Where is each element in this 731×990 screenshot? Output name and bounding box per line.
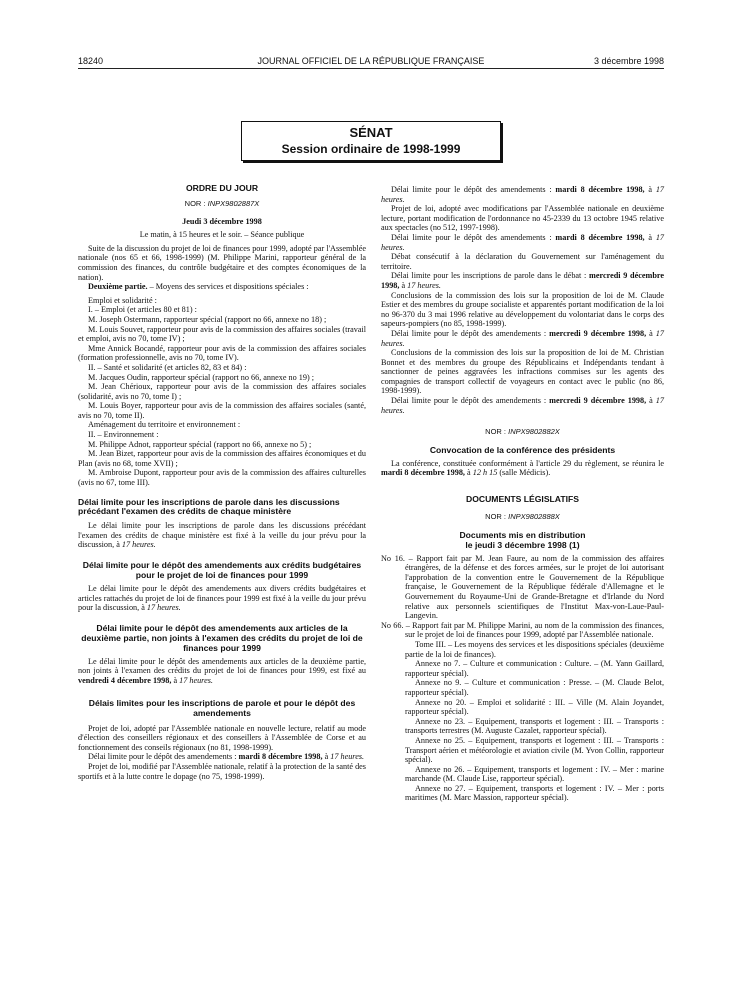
document-entry: No 66. – Rapport fait par M. Philippe Marini, au nom de la commission des finances, sur le projet de loi de finances pour 1999, adopté par l'Assemblée nationale. (381, 620, 664, 640)
paragraph: Aménagement du territoire et environnement : (88, 420, 241, 430)
paragraph: Délai limite pour le dépôt des amendements : mercredi 9 décembre 1998, à 17 heures. (381, 328, 664, 348)
paragraph: Projet de loi, adopté par l'Assemblée nationale en nouvelle lecture, relatif au mode d'élection des conseillers régionaux et des conseillers à l'Assemblée de Corse et au fonctionnement des conseils régionaux (no 81, 1998-1999). (78, 723, 366, 752)
annexe-list (381, 640, 664, 803)
right-column (381, 185, 664, 803)
nor-reference: NOR : INPX9802887X (184, 199, 260, 208)
list-item: Annexe no 23. – Equipement, transports et logement : III. – Transports : transports terrestres (M. Auguste Cazalet, rapporteur spécial). (405, 716, 664, 736)
paragraph: Délai limite pour le dépôt des amendements : mercredi 9 décembre 1998, à 17 heures. (381, 396, 664, 415)
paragraph: Emploi et solidarité : (88, 295, 157, 305)
paragraph: M. Jacques Oudin, rapporteur spécial (rapport no 66, annexe no 19) ; (88, 372, 314, 382)
heading-documents-distribution: Documents mis en distribution (459, 529, 586, 540)
heading-convocation: Convocation de la conférence des présidents (429, 444, 616, 455)
page-number: 18240 (78, 56, 104, 66)
paragraph: Deuxième partie. – Moyens des services et dispositions spéciales : (88, 282, 309, 292)
paragraph: Délai limite pour le dépôt des amendements : mardi 8 décembre 1998, à 17 heures. (88, 752, 365, 762)
paragraph: La conférence, constituée conformément à l'article 29 du règlement, se réunira le mardi 8 décembre 1998, à 12 h 15 (salle Médicis). (381, 458, 664, 478)
paragraph: M. Joseph Ostermann, rapporteur spécial (rapport no 66, annexe no 18) ; (88, 314, 327, 324)
paragraph: Le délai limite pour les inscriptions de parole dans les discussions précédant l'examen des crédits de chaque ministère est fixé à la veille du jour prévu pour la discussion, à 17 heures. (78, 521, 366, 550)
paragraph: M. Louis Boyer, rapporteur pour avis de la commission des affaires sociales (santé, avis no 70, tome II). (78, 401, 366, 420)
list-item: Tome III. – Les moyens des services et les dispositions spéciales (deuxième partie de la loi de finances). (405, 639, 664, 659)
left-column (78, 183, 366, 781)
session-title: Session ordinaire de 1998-1999 (281, 142, 461, 156)
heading-documents-legislatifs: DOCUMENTS LÉGISLATIFS (466, 494, 579, 505)
list-item: Annexe no 9. – Culture et communication : Presse. – (M. Claude Belot, rapporteur spécial). (405, 678, 664, 697)
list-item: Annexe no 7. – Culture et communication : Culture. – (M. Yann Gaillard, rapporteur spécial). (405, 659, 664, 678)
heading-delai-amend-articles: Délai limite pour le dépôt des amendements aux articles de la deuxième partie, non joints à l'examen des crédits du projet de loi de finances pour 1999 (81, 622, 363, 653)
seance-line: Le matin, à 15 heures et le soir. – Séance publique (139, 230, 305, 240)
paragraph: Mme Annick Bocandé, rapporteur pour avis de la commission des affaires sociales (formation professionnelle, avis no 70, tome IV). (78, 343, 366, 363)
paragraph: Projet de loi, modifié par l'Assemblée nationale, relatif à la protection de la santé des sportifs et à la lutte contre le dopage (no 75, 1998-1999). (78, 761, 366, 781)
nor-reference: NOR : INPX9802882X (485, 427, 560, 437)
journal-title: JOURNAL OFFICIEL DE LA RÉPUBLIQUE FRANÇAISE (257, 56, 485, 66)
header-rule (78, 68, 664, 69)
heading-delai-amend-budget: Délai limite pour le dépôt des amendements aux crédits budgétaires pour le projet de loi de finances pour 1999 (82, 560, 362, 580)
list-item: Annexe no 27. – Equipement, transports et logement : IV. – Mer : ports maritimes (M. Marc Massion, rapporteur spécial). (405, 783, 664, 803)
senat-title: SÉNAT (349, 125, 393, 140)
paragraph: Délai limite pour les inscriptions de parole dans le débat : mercredi 9 décembre 1998, à 17 heures. (381, 271, 664, 290)
list-item: Annexe no 20. – Emploi et solidarité : III. – Ville (M. Alain Joyandet, rapporteur spécial). (405, 697, 664, 717)
paragraph: Suite de la discussion du projet de loi de finances pour 1999, adopté par l'Assemblée nationale (nos 65 et 66, 1998-1999) (M. Philippe Marini, rapporteur général de la commission des finances, du contrôle budgétaire et des comptes économiques de la nation). (78, 243, 366, 282)
paragraph: II. – Environnement : (88, 430, 159, 440)
paragraph: M. Jean Chérioux, rapporteur pour avis de la commission des affaires sociales (solidarité, avis no 70, tome I) ; (78, 382, 366, 401)
list-item: Annexe no 26. – Equipement, transports et logement : IV. – Mer : marine marchande (M. Claude Lise, rapporteur spécial). (405, 764, 664, 784)
ordre-du-jour-heading: ORDRE DU JOUR (185, 183, 259, 193)
paragraph: M. Philippe Adnot, rapporteur spécial (rapport no 66, annexe no 5) ; (88, 439, 312, 449)
paragraph: Le délai limite pour le dépôt des amendements aux articles de la deuxième partie, non joints à l'examen des crédits du projet de loi de finances pour 1999, est fixé au vendredi 4 décembre 1998, à 17 heures. (78, 656, 366, 685)
paragraph: Conclusions de la commission des lois sur la proposition de loi de M. Claude Estier et des membres du groupe socialiste et apparentés portant modification de la loi no 96-370 du 3 mai 1996 relative au développement du volontariat dans le corps des sapeurs-pompiers (no 85, 1998-1999). (381, 290, 664, 329)
paragraph: II. – Santé et solidarité (et articles 82, 83 et 84) : (88, 362, 247, 372)
heading-delais-limites: Délais limites pour les inscriptions de parole et pour le dépôt des amendements (88, 697, 356, 718)
heading-distribution-date: le jeudi 3 décembre 1998 (1) (465, 539, 580, 550)
document-entry: No 16. – Rapport fait par M. Jean Faure, au nom de la commission des affaires étrangères, de la défense et des forces armées, sur le projet de loi autorisant l'approbation de la convention entre le Gouvernement de la République française, le Gouvernement de la République fédérale d'Allemagne et le Gouvernement du Royaume-Uni de Grande-Bretagne et d'Irlande du Nord relative aux personnels scientifiques de l'Institut Max-von-Laue-Paul-Langevin. (381, 553, 664, 621)
paragraph: Projet de loi, adopté avec modifications par l'Assemblée nationale en deuxième lecture, portant modification de l'ordonnance no 45-2339 du 13 octobre 1945 relative aux spectacles (no 512, 1997-1998). (381, 204, 664, 233)
paragraph: Délai limite pour le dépôt des amendements : mardi 8 décembre 1998, à 17 heures. (381, 185, 664, 204)
paragraph: M. Jean Bizet, rapporteur pour avis de la commission des affaires économiques et du Plan (avis no 68, tome XVII) ; (78, 449, 366, 468)
list-item: Annexe no 25. – Equipement, transports et logement : III. – Transports : Transport aérien et météorologie et aviation civile (M. Yvon Collin, rapporteur spécial). (405, 735, 664, 765)
paragraph: M. Louis Souvet, rapporteur pour avis de la commission des affaires sociales (travail et emploi, avis no 70, tome IV) ; (78, 324, 366, 344)
paragraph: Conclusions de la commission des lois sur la proposition de loi de M. Christian Bonnet et des membres du groupe des Républicains et Indépendants tendant à sanctionner de peines aggravées les infractions commises sur les agents des compagnies de transport collectif de voyageurs en contact avec le public (no 86, 1998-1999). (381, 348, 664, 396)
paragraph: Le délai limite pour le dépôt des amendements aux divers crédits budgétaires et articles rattachés du projet de loi de finances pour 1999 est fixé à la veille du jour prévu pour la discussion, à 17 heures. (78, 584, 366, 613)
paragraph: M. Ambroise Dupont, rapporteur pour avis de la commission des affaires culturelles (avis no 67, tome III). (78, 468, 366, 488)
paragraph: Débat consécutif à la déclaration du Gouvernement sur l'aménagement du territoire. (381, 252, 664, 271)
paragraph: Délai limite pour le dépôt des amendements : mardi 8 décembre 1998, à 17 heures. (381, 232, 664, 252)
nor-reference: NOR : INPX9802888X (485, 512, 560, 522)
title-box (241, 121, 501, 161)
day-heading: Jeudi 3 décembre 1998 (182, 216, 262, 226)
issue-date: 3 décembre 1998 (593, 56, 664, 66)
heading-delai-parole: Délai limite pour les inscriptions de parole dans les discussions précédant l'examen des crédits de chaque ministère (78, 496, 340, 517)
paragraph: I. – Emploi (et articles 80 et 81) : (88, 305, 197, 315)
